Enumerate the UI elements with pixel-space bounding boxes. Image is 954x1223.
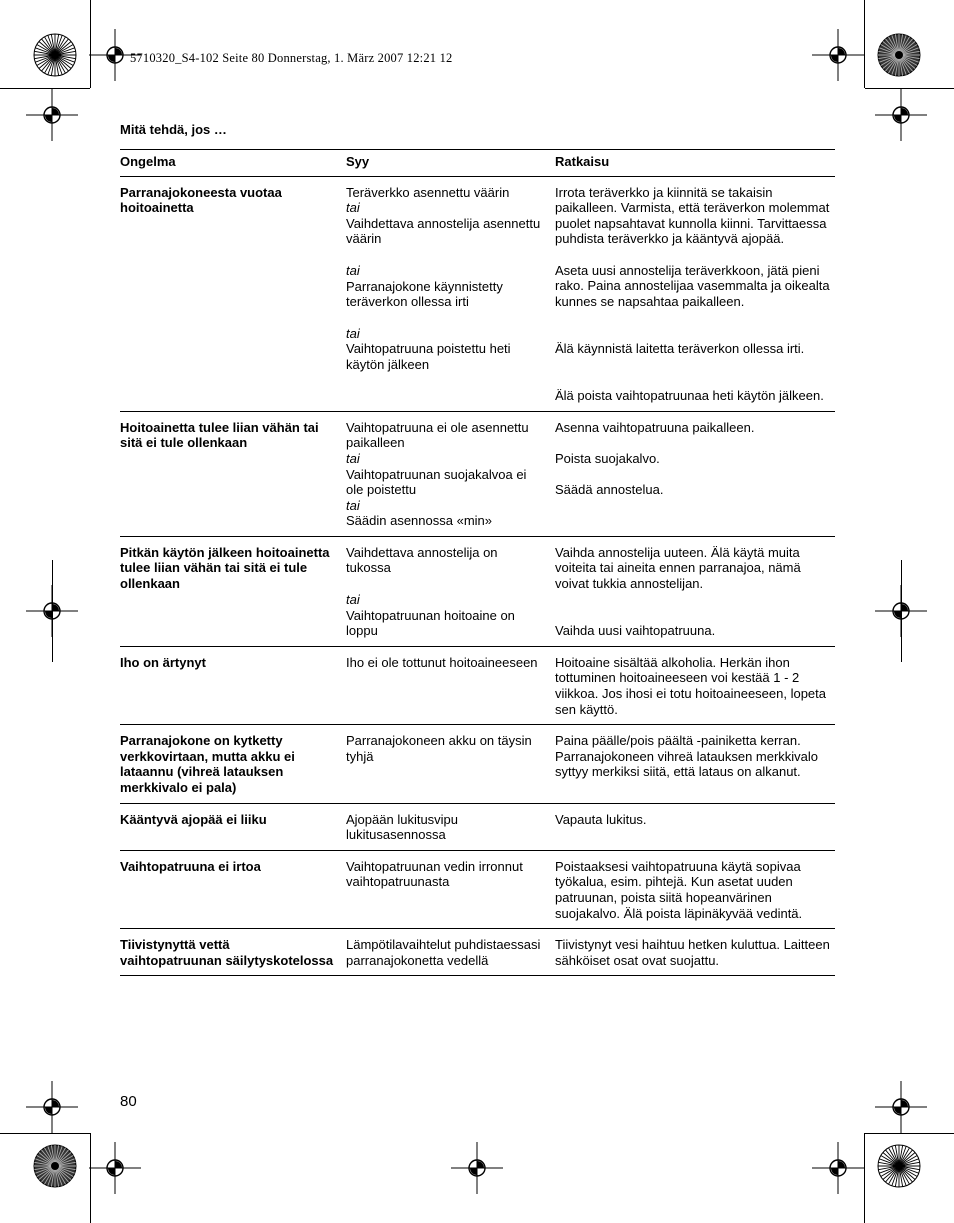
crosshair-mark	[812, 1142, 864, 1194]
crop-line	[90, 1133, 91, 1223]
cause-entry	[346, 812, 543, 843]
solution-text: Älä poista vaihtopatruunaa heti käytön jälkeen.	[555, 388, 824, 404]
cause-entry	[346, 733, 543, 764]
crop-line	[52, 560, 53, 662]
solution-cell	[555, 411, 835, 536]
crop-line	[901, 560, 902, 662]
cause-text: Lämpötilavaihtelut puhdistaessasi parranajokonetta vedellä	[346, 937, 541, 968]
cause-text: Iho ei ole tottunut hoitoaineeseen	[346, 654, 538, 670]
solution-text: Vapauta lukitus.	[555, 811, 647, 827]
cause-entry	[346, 185, 543, 201]
cause-cell	[346, 850, 555, 928]
crosshair-mark	[875, 89, 927, 141]
problem-cell: Parranajokoneesta vuotaa hoitoainetta	[120, 176, 346, 411]
cause-entry	[346, 545, 543, 576]
solution-cell	[555, 536, 835, 646]
registration-star	[33, 1144, 77, 1188]
crosshair-mark	[89, 1142, 141, 1194]
column-header-problem: Ongelma	[120, 150, 346, 177]
table-row	[120, 411, 835, 536]
registration-star	[33, 33, 77, 77]
cause-text: Parranajokone käynnistetty teräverkon ollessa irti	[346, 278, 503, 310]
cause-text: Ajopään lukitusvipu lukitusasennossa	[346, 811, 459, 843]
or-label: tai	[346, 325, 360, 341]
table-row	[120, 536, 835, 646]
page-number: 80	[120, 1093, 137, 1110]
table-row	[120, 803, 835, 850]
solution-text: Poista suojakalvo.	[555, 450, 660, 466]
cause-entry	[346, 937, 543, 968]
solution-text: Tiivistynyt vesi haihtuu hetken kuluttua. Laitteen sähköiset osat ovat suojattu.	[555, 937, 830, 968]
cause-cell	[346, 411, 555, 536]
or-label: tai	[346, 497, 360, 513]
solution-cell	[555, 929, 835, 976]
crop-line	[865, 1133, 954, 1134]
cause-text: Vaihtopatruunan hoitoaine on loppu	[346, 607, 515, 639]
cause-entry	[346, 420, 543, 451]
cause-text: Säädin asennossa «min»	[346, 513, 492, 529]
table-header-row	[120, 150, 835, 177]
problem-cell: Pitkän käytön jälkeen hoitoainetta tulee liian vähän tai sitä ei tule ollenkaan	[120, 536, 346, 646]
cause-text: Vaihtopatruunan vedin irronnut vaihtopatruunasta	[346, 858, 523, 890]
solution-cell	[555, 176, 835, 411]
cause-entry	[346, 498, 543, 529]
crop-line	[864, 1133, 865, 1223]
table-row	[120, 850, 835, 928]
cause-cell	[346, 803, 555, 850]
cause-entry	[346, 859, 543, 890]
problem-cell: Vaihtopatruuna ei irtoa	[120, 850, 346, 928]
problem-cell: Parranajokone on kytketty verkkovirtaan, mutta akku ei lataannu (vihreä latauksen merkkivalo ei pala)	[120, 725, 346, 803]
crop-line	[0, 88, 90, 89]
problem-cell: Iho on ärtynyt	[120, 646, 346, 724]
solution-cell	[555, 646, 835, 724]
solution-text: Säädä annostelua.	[555, 482, 664, 498]
table-row	[120, 176, 835, 411]
cause-entry	[346, 263, 543, 310]
cause-entry	[346, 326, 543, 373]
crosshair-mark	[26, 89, 78, 141]
cause-entry	[346, 655, 543, 671]
print-slug: 5710320_S4-102 Seite 80 Donnerstag, 1. März 2007 12:21 12	[130, 51, 453, 65]
crop-line	[864, 0, 865, 88]
crosshair-mark	[26, 1081, 78, 1133]
solution-text: Paina päälle/pois päältä -painiketta kerran. Parranajokoneen vihreä latauksen merkkivalo syttyy merkiksi siitä, että lataus on alkanut.	[555, 733, 819, 780]
column-header-cause: Syy	[346, 150, 555, 177]
column-header-solution: Ratkaisu	[555, 150, 835, 177]
cause-cell	[346, 536, 555, 646]
table-row	[120, 646, 835, 724]
crop-line	[90, 0, 91, 88]
cause-entry	[346, 592, 543, 639]
troubleshooting-table	[120, 149, 835, 976]
crosshair-mark	[812, 29, 864, 81]
solution-text: Aseta uusi annostelija teräverkkoon, jätä pieni rako. Paina annostelijaa vasemmalta ja oikealta kunnes se napsahtaa paikalleen.	[555, 262, 830, 309]
cause-text: Vaihtopatruuna ei ole asennettu paikalleen	[346, 419, 529, 451]
cause-text: Parranajokoneen akku on täysin tyhjä	[346, 733, 532, 764]
crosshair-mark	[451, 1142, 503, 1194]
cause-cell	[346, 176, 555, 411]
solution-text: Hoitoaine sisältää alkoholia. Herkän ihon tottuminen hoitoaineeseen voi kestää 1 - 2 viikkoa. Jos ihosi ei totu hoitoaineeseen, lopeta sen käyttö.	[555, 654, 827, 717]
crop-line	[865, 88, 954, 89]
cause-entry	[346, 200, 543, 247]
crosshair-mark	[875, 1081, 927, 1133]
solution-text: Poistaaksesi vaihtopatruuna käytä sopivaa työkalua, esim. pihtejä. Kun asetat uuden patruunan, poista siitä hopeanvärinen suojakalvo. Älä poista läpinäkyvää vedintä.	[555, 858, 803, 921]
solution-text: Asenna vaihtopatruuna paikalleen.	[555, 419, 755, 435]
page-title: Mitä tehdä, jos …	[120, 122, 227, 137]
cause-text: Teräverkko asennettu väärin	[346, 184, 510, 200]
cause-cell	[346, 929, 555, 976]
cause-text: Vaihtopatruunan suojakalvoa ei ole poistettu	[346, 466, 527, 498]
solution-text: Vaihda uusi vaihtopatruuna.	[555, 623, 716, 639]
cause-cell	[346, 646, 555, 724]
cause-cell	[346, 725, 555, 803]
registration-star	[877, 33, 921, 77]
problem-cell: Hoitoainetta tulee liian vähän tai sitä ei tule ollenkaan	[120, 411, 346, 536]
solution-text: Älä käynnistä laitetta teräverkon ollessa irti.	[555, 340, 805, 356]
cause-text: Vaihdettava annostelija on tukossa	[346, 544, 498, 576]
cause-text: Vaihdettava annostelija asennettu väärin	[346, 215, 541, 247]
solution-text: Vaihda annostelija uuteen. Älä käytä muita voiteita tai aineita ennen parranajoa, nämä voivat tukkia annostelijan.	[555, 544, 801, 592]
table-row	[120, 929, 835, 976]
solution-cell	[555, 725, 835, 803]
solution-cell	[555, 850, 835, 928]
solution-text: Irrota teräverkko ja kiinnitä se takaisin paikalleen. Varmista, että teräverkon molemmat puolet napsahtavat kunnolla kiinni. Tarvittaessa puhdista teräverkko ja kääntyvä ajopää.	[555, 184, 830, 247]
cause-text: Vaihtopatruuna poistettu heti käytön jälkeen	[346, 341, 511, 372]
or-label: tai	[346, 450, 360, 466]
or-label: tai	[346, 592, 360, 608]
cause-entry	[346, 451, 543, 498]
registration-star	[877, 1144, 921, 1188]
problem-cell: Kääntyvä ajopää ei liiku	[120, 803, 346, 850]
crop-line	[0, 1133, 90, 1134]
solution-cell	[555, 803, 835, 850]
problem-cell: Tiivistynyttä vettä vaihtopatruunan säilytyskotelossa	[120, 929, 346, 976]
table-row	[120, 725, 835, 803]
or-label: tai	[346, 200, 360, 216]
or-label: tai	[346, 262, 360, 278]
